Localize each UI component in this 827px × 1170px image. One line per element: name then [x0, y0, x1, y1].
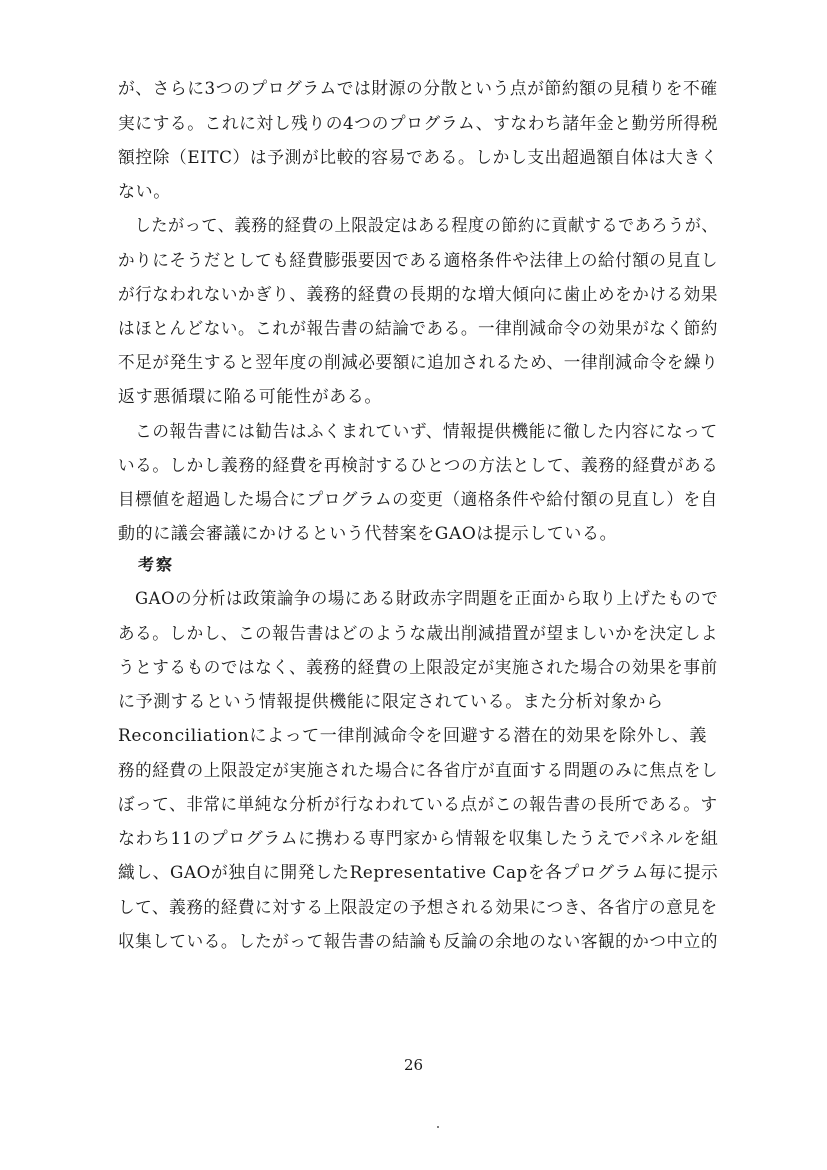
- body-text-line: いる。しかし義務的経費を再検討するひとつの方法として、義務的経費がある: [118, 456, 719, 476]
- page-number: 26: [403, 1056, 424, 1074]
- body-text-line: 収集している。したがって報告書の結論も反論の余地のない客観的かつ中立的: [118, 932, 718, 952]
- body-text-line: はほとんどない。これが報告書の結論である。一律削減命令の効果がなく節約: [118, 319, 718, 339]
- body-text-line: したがって、義務的経費の上限設定はある程度の節約に貢献するであろうが、: [118, 216, 719, 236]
- scan-speck: [437, 1126, 439, 1128]
- body-text-line: この報告書には勧告はふくまれていず、情報提供機能に徹した内容になって: [118, 422, 718, 442]
- body-text-line: なわち11のプログラムに携わる専門家から情報を収集したうえでパネルを組: [118, 829, 719, 849]
- body-text-line: GAOの分析は政策論争の場にある財政赤字問題を正面から取り上げたもので: [118, 589, 719, 609]
- body-text-line: 動的に議会審議にかけるという代替案をGAOは提示している。: [118, 524, 618, 544]
- body-text-line: が、さらに3つのプログラムでは財源の分散という点が節約額の見積りを不確: [118, 79, 718, 99]
- body-text-line: 織し、GAOが独自に開発したRepresentative Capを各プログラム毎に提示: [118, 863, 719, 883]
- body-text-line: 不足が発生すると翌年度の削減必要額に追加されるため、一律削減命令を繰り: [118, 353, 719, 373]
- body-text-line: して、義務的経費に対する上限設定の予想される効果につき、各省庁の意見を: [118, 898, 718, 918]
- body-text-line: 実にする。これに対し残りの4つのプログラム、すなわち諸年金と勤労所得税: [118, 114, 719, 134]
- body-text-line: 務的経費の上限設定が実施された場合に各省庁が直面する問題のみに焦点をし: [118, 761, 718, 781]
- body-text-line: ぼって、非常に単純な分析が行なわれている点がこの報告書の長所である。す: [118, 795, 718, 815]
- body-text-line: 額控除（EITC）は予測が比較的容易である。しかし支出超過額自体は大きく: [118, 148, 719, 168]
- body-text-line: が行なわれないかぎり、義務的経費の長期的な増大傾向に歯止めをかける効果: [118, 285, 718, 305]
- body-text-line: うとするものではなく、義務的経費の上限設定が実施された場合の効果を事前: [118, 658, 718, 678]
- body-text-line: 返す悪循環に陥る可能性がある。: [118, 387, 382, 407]
- section-heading: 考察: [138, 555, 175, 574]
- body-text-line: ある。しかし、この報告書はどのような歳出削減措置が望ましいかを決定しよ: [118, 624, 718, 644]
- body-text-line: に予測するという情報提供機能に限定されている。また分析対象から: [118, 692, 664, 712]
- body-text-line: かりにそうだとしても経費膨張要因である適格条件や法律上の給付額の見直し: [118, 251, 718, 271]
- body-text-line: ない。: [118, 182, 171, 202]
- body-text-line: 目標値を超過した場合にプログラムの変更（適格条件や給付額の見直し）を自: [118, 490, 718, 510]
- body-text-line: Reconciliationによって一律削減命令を回避する潜在的効果を除外し、義: [118, 726, 707, 746]
